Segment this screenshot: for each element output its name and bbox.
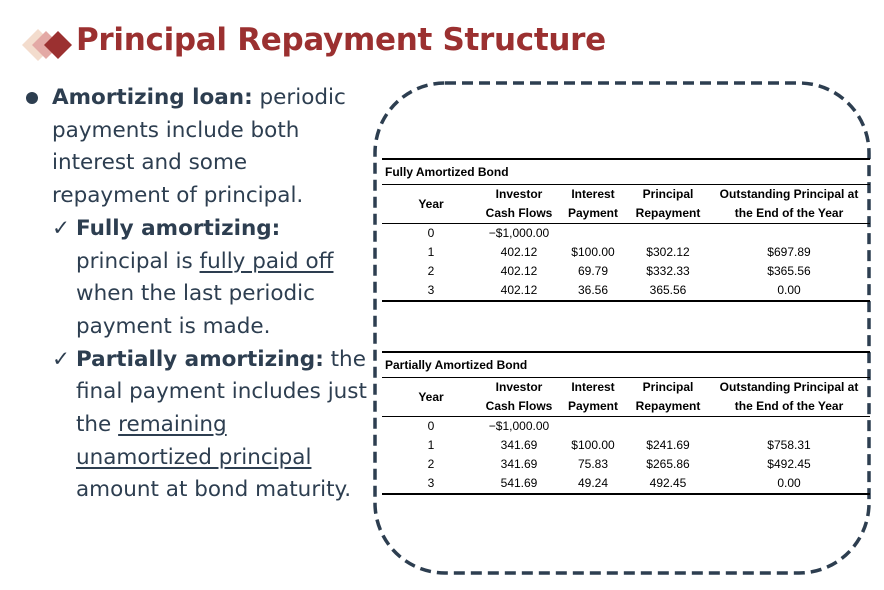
cell-cashflow: 541.69 <box>480 474 558 494</box>
table-row <box>382 262 870 281</box>
cell-outstanding <box>708 224 870 244</box>
col-header-year: Year <box>382 185 480 224</box>
cell-year: 3 <box>382 474 480 494</box>
table-row <box>382 281 870 301</box>
cell-principal: $332.33 <box>646 264 690 278</box>
subbullet-text: the final payment includes just the <box>76 346 367 438</box>
cell-interest: $100.00 <box>571 245 615 259</box>
bullet-list <box>22 82 368 507</box>
col-header-outstanding: Outstanding Principal at <box>719 380 859 394</box>
bullet-dot-icon <box>26 92 38 104</box>
fully-amortized-table <box>382 158 870 302</box>
cell-year: 3 <box>382 281 480 301</box>
cell-year: 2 <box>427 264 435 278</box>
cell-outstanding: $758.31 <box>767 438 811 452</box>
col-header-outstanding-2: the End of the Year <box>708 204 870 224</box>
col-header-cashflows: Investor <box>495 380 543 394</box>
cell-principal: 365.56 <box>628 281 708 301</box>
col-header-principal-2: Repayment <box>628 397 708 417</box>
cell-outstanding <box>708 417 870 437</box>
cell-outstanding: 0.00 <box>708 281 870 301</box>
bullet-text: periodic payments include both interest and some repayment of principal. <box>52 85 346 209</box>
checkmark-icon: ✓ <box>52 215 71 241</box>
col-header-year: Year <box>382 378 480 417</box>
cell-cashflow: −$1,000.00 <box>488 419 550 433</box>
checkmark-icon: ✓ <box>52 346 71 372</box>
page-title: Principal Repayment Structure <box>76 22 606 58</box>
col-header-interest: Interest <box>571 380 615 394</box>
table-row <box>382 224 870 244</box>
cell-year: 2 <box>427 457 435 471</box>
cell-principal: $241.69 <box>646 438 690 452</box>
bullet-term: Amortizing loan: <box>52 85 253 110</box>
cell-interest <box>558 224 628 244</box>
subbullet-underlined: fully paid off <box>199 248 334 274</box>
dashed-frame <box>372 80 872 576</box>
cell-interest <box>558 417 628 437</box>
cell-cashflow: 341.69 <box>500 457 538 471</box>
cell-interest: 49.24 <box>558 474 628 494</box>
cell-interest: 75.83 <box>577 457 609 471</box>
cell-year: 1 <box>427 438 435 452</box>
col-header-principal: Principal <box>642 380 694 394</box>
col-header-principal-2: Repayment <box>628 204 708 224</box>
cell-interest: 36.56 <box>558 281 628 301</box>
subbullet-text-end: when the last periodic payment is made. <box>76 281 315 339</box>
table-row <box>382 455 870 474</box>
subbullet-term: Fully amortizing: <box>76 215 281 241</box>
col-header-outstanding: Outstanding Principal at <box>719 187 859 201</box>
table-caption: Fully Amortized Bond <box>382 159 870 185</box>
cell-interest: $100.00 <box>571 438 615 452</box>
cell-interest: 69.79 <box>577 264 609 278</box>
bullet-amortizing-loan <box>22 82 368 213</box>
subbullet-underlined: remaining unamortized principal <box>76 412 312 470</box>
cell-year: 1 <box>427 245 435 259</box>
col-header-interest-2: Payment <box>558 397 628 417</box>
col-header-interest-2: Payment <box>558 204 628 224</box>
table-caption: Partially Amortized Bond <box>382 352 870 378</box>
cell-principal: $302.12 <box>646 245 690 259</box>
cell-outstanding: $492.45 <box>767 457 811 471</box>
col-header-cashflows: Investor <box>495 187 543 201</box>
col-header-cashflows-2: Cash Flows <box>480 397 558 417</box>
subbullet-term: Partially amortizing: <box>76 346 324 372</box>
cell-year: 0 <box>427 226 435 240</box>
cell-outstanding: 0.00 <box>708 474 870 494</box>
col-header-cashflows-2: Cash Flows <box>480 204 558 224</box>
col-header-outstanding-2: the End of the Year <box>708 397 870 417</box>
table-row <box>382 417 870 437</box>
cell-cashflow: 341.69 <box>500 438 538 452</box>
cell-cashflow: 402.12 <box>500 245 538 259</box>
cell-cashflow: −$1,000.00 <box>488 226 550 240</box>
cell-principal: $265.86 <box>646 457 690 471</box>
subbullet-text: principal is <box>76 248 200 274</box>
cell-outstanding: $697.89 <box>767 245 811 259</box>
cell-outstanding: $365.56 <box>767 264 811 278</box>
cell-cashflow: 402.12 <box>500 264 538 278</box>
cell-principal <box>628 417 708 437</box>
logo-diamonds <box>0 20 80 70</box>
partially-amortized-table <box>382 351 870 495</box>
table-row <box>382 243 870 262</box>
cell-cashflow: 402.12 <box>480 281 558 301</box>
cell-principal: 492.45 <box>628 474 708 494</box>
col-header-principal: Principal <box>642 187 694 201</box>
cell-principal <box>628 224 708 244</box>
subbullet-fully-amortizing <box>22 213 368 344</box>
cell-year: 0 <box>427 419 435 433</box>
table-row <box>382 436 870 455</box>
subbullet-text-end: amount at bond maturity. <box>76 477 352 503</box>
subbullet-partially-amortizing <box>22 344 368 508</box>
col-header-interest: Interest <box>571 187 615 201</box>
table-row <box>382 474 870 494</box>
